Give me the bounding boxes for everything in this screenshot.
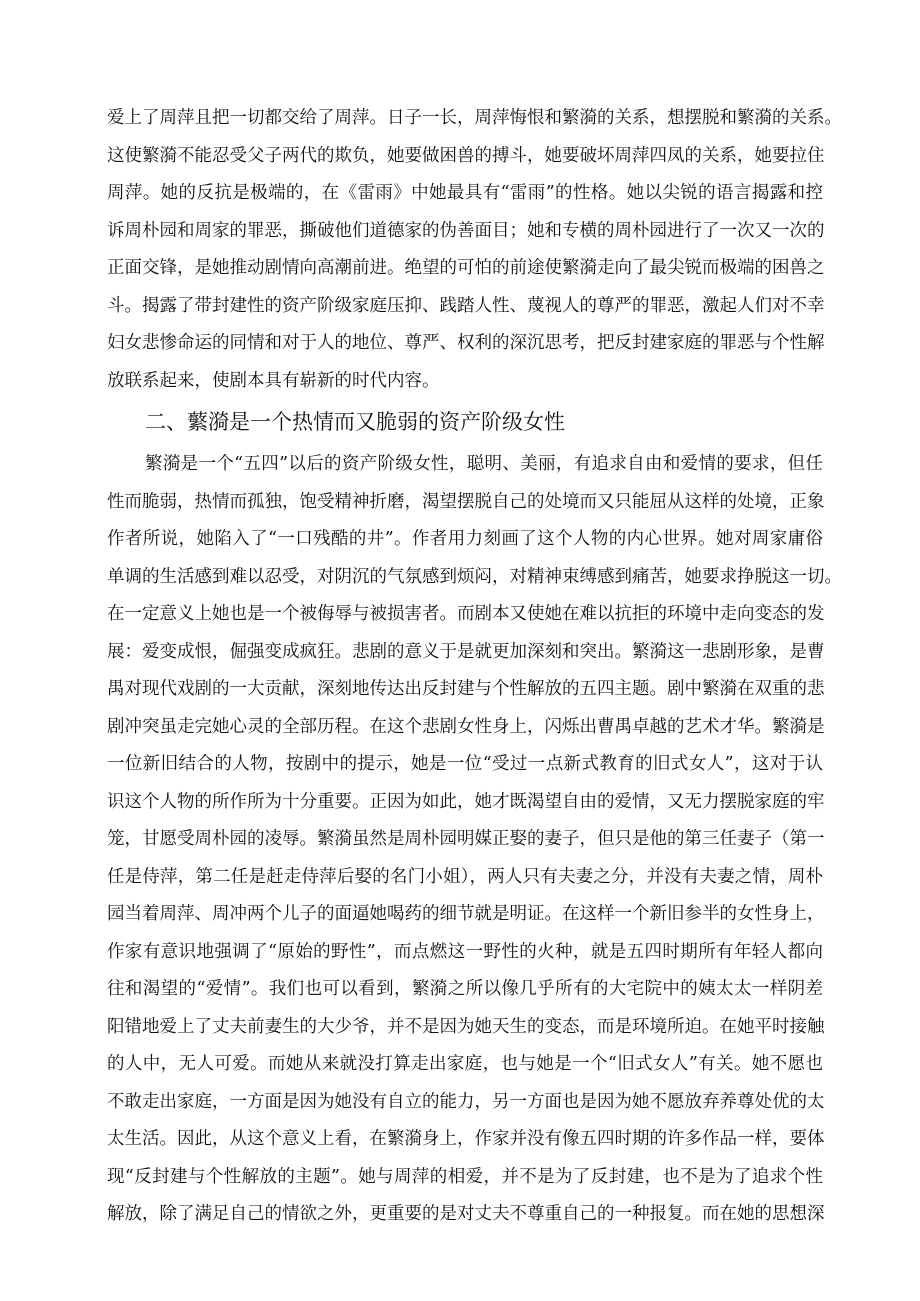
text-line: 园当着周萍、周冲两个儿子的面逼她喝药的细节就是明证。在这样一个新旧参半的女性身上， bbox=[107, 904, 825, 924]
text-line: 不敢走出家庭，一方面是因为她没有自立的能力，另一方面也是因为她不愿放弃养尊处优的太 bbox=[107, 1092, 825, 1112]
text-line: 展：爱变成恨，倔强变成疯狂。悲剧的意义于是就更加深刻和突出。繁漪这一悲剧形象，是曹 bbox=[107, 642, 825, 662]
text-line: 往和渴望的“爱情”。我们也可以看到，繁漪之所以像几乎所有的大宅院中的姨太太一样阴差 bbox=[107, 979, 823, 999]
text-line: 禺对现代戏剧的一大贡献，深刻地传达出反封建与个性解放的五四主题。剧中繁漪在双重的悲 bbox=[107, 679, 825, 699]
text-line: 繁漪是一个“五四”以后的资产阶级女性，聪明、美丽，有追求自由和爱情的要求，但任 bbox=[145, 454, 823, 474]
text-line: 现“反封建与个性解放的主题”。她与周萍的相爱，并不是为了反封建，也不是为了追求个性 bbox=[107, 1167, 823, 1187]
section-heading: 二、蘩漪是一个热情而又脆弱的资产阶级女性 bbox=[145, 410, 565, 434]
text-line: 太生活。因此，从这个意义上看，在繁漪身上，作家并没有像五四时期的许多作品一样，要体 bbox=[107, 1129, 825, 1149]
text-line: 爱上了周萍且把一切都交给了周萍。日子一长，周萍悔恨和繁漪的关系，想摆脱和繁漪的关系。 bbox=[107, 108, 842, 128]
text-line: 妇女悲惨命运的同情和对于人的地位、尊严、权利的深沉思考，把反封建家庭的罪恶与个性解 bbox=[107, 333, 825, 353]
text-line: 的人中，无人可爱。而她从来就没打算走出家庭，也与她是一个“旧式女人”有关。她不愿也 bbox=[107, 1054, 823, 1074]
text-line: 作家有意识地强调了“原始的野性”，而点燃这一野性的火种，就是五四时期所有年轻人都向 bbox=[107, 942, 823, 962]
text-line: 一位新旧结合的人物，按剧中的提示，她是一位“受过一点新式教育的旧式女人”，这对于认 bbox=[107, 754, 823, 774]
text-line: 单调的生活感到难以忍受，对阴沉的气氛感到烦闷，对精神束缚感到痛苦，她要求挣脱这一切。 bbox=[107, 567, 842, 587]
text-line: 诉周朴园和周家的罪恶，撕破他们道德家的伪善面目；她和专横的周朴园进行了一次又一次的 bbox=[107, 221, 825, 241]
text-line: 在一定意义上她也是一个被侮辱与被损害者。而剧本又使她在难以抗拒的环境中走向变态的发 bbox=[107, 604, 825, 624]
text-line: 剧冲突虽走完她心灵的全部历程。在这个悲剧女性身上，闪烁出曹禺卓越的艺术才华。繁漪是 bbox=[107, 717, 825, 737]
text-line: 笼，甘愿受周朴园的凌辱。繁漪虽然是周朴园明媒正娶的妻子，但只是他的第三任妻子（第一 bbox=[107, 829, 825, 849]
text-line: 这使繁漪不能忍受父子两代的欺负，她要做困兽的搏斗，她要破坏周萍四凤的关系，她要拉住 bbox=[107, 146, 825, 166]
text-line: 任是侍萍，第二任是赶走侍萍后娶的名门小姐），两人只有夫妻之分，并没有夫妻之情，周朴 bbox=[107, 867, 823, 887]
text-line: 识这个人物的所作所为十分重要。正因为如此，她才既渴望自由的爱情，又无力摆脱家庭的牢 bbox=[107, 792, 825, 812]
text-line: 解放，除了满足自己的情欲之外，更重要的是对丈夫不尊重自己的一种报复。而在她的思想深 bbox=[107, 1204, 825, 1224]
text-line: 放联系起来，使剧本具有崭新的时代内容。 bbox=[107, 371, 440, 391]
text-line: 斗。揭露了带封建性的资产阶级家庭压抑、践踏人性、蔑视人的尊严的罪恶，激起人们对不幸 bbox=[107, 296, 825, 316]
text-line: 周萍。她的反抗是极端的，在《雷雨》中她最具有“雷雨”的性格。她以尖锐的语言揭露和控 bbox=[107, 183, 823, 203]
text-line: 性而脆弱，热情而孤独，饱受精神折磨，渴望摆脱自己的处境而又只能屈从这样的处境，正象 bbox=[107, 492, 825, 512]
text-line: 阳错地爱上了丈夫前妻生的大少爷，并不是因为她天生的变态，而是环境所迫。在她平时接触 bbox=[107, 1017, 825, 1037]
text-line: 作者所说，她陷入了“一口残酷的井”。作者用力刻画了这个人物的内心世界。她对周家庸俗 bbox=[107, 529, 823, 549]
text-line: 正面交锋，是她推动剧情向高潮前进。绝望的可怕的前途使繁漪走向了最尖锐而极端的困兽之 bbox=[107, 258, 825, 278]
